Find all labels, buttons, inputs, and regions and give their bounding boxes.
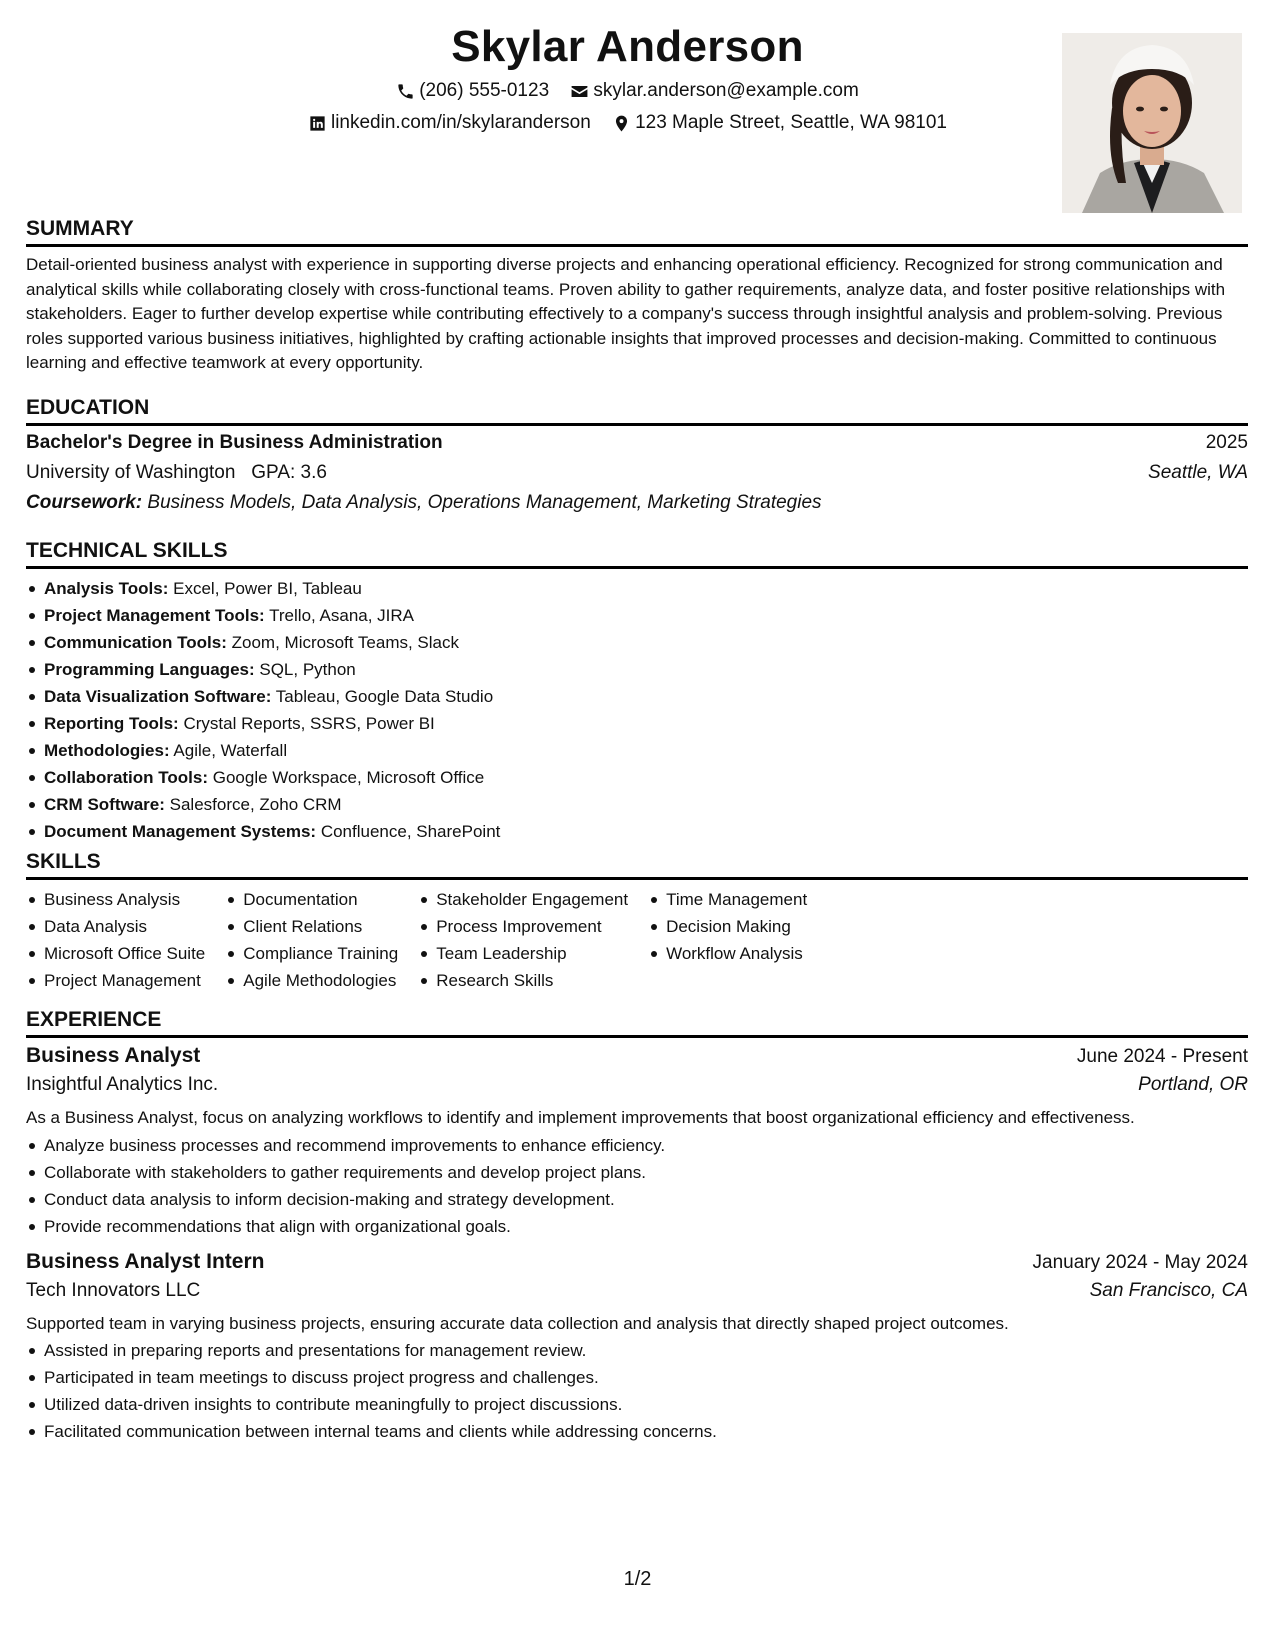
- skill-item: Time Management: [666, 886, 807, 913]
- coursework-line: [26, 492, 1248, 522]
- technical-skill-item: [44, 710, 1248, 737]
- technical-skill-item: [44, 791, 1248, 818]
- skill-item: Process Improvement: [436, 913, 628, 940]
- coursework-list: Business Models, Data Analysis, Operations Management, Marketing Strategies: [147, 492, 822, 513]
- skill-item: Business Analysis: [44, 886, 205, 913]
- linkedin-contact[interactable]: [308, 112, 591, 134]
- job-location: Portland, OR: [1138, 1074, 1248, 1095]
- candidate-name: Skylar Anderson: [451, 22, 804, 71]
- skills-columns: [26, 886, 1248, 994]
- skill-item: Agile Methodologies: [243, 967, 398, 994]
- technical-skill-label: Communication Tools:: [44, 633, 227, 652]
- job-location: San Francisco, CA: [1089, 1279, 1248, 1301]
- technical-skill-item: [44, 764, 1248, 791]
- job-bullet: Facilitated communication between internal teams and clients while addressing concerns.: [44, 1418, 1248, 1445]
- technical-skill-item: [44, 629, 1248, 656]
- graduation-year: 2025: [1205, 432, 1248, 453]
- experience-section: [26, 1006, 1248, 1455]
- technical-skill-label: Programming Languages:: [44, 660, 255, 679]
- address-contact: [612, 112, 947, 134]
- skill-item: Research Skills: [436, 967, 628, 994]
- job-bullet: Analyze business processes and recommend improvements to enhance efficiency.: [44, 1132, 1248, 1159]
- page-number: 1/2: [623, 1568, 652, 1590]
- skill-item: Data Analysis: [44, 913, 205, 940]
- job-dates: June 2024 - Present: [1076, 1046, 1248, 1067]
- skills-section: [26, 848, 1248, 994]
- job-bullet: Provide recommendations that align with organizational goals.: [44, 1213, 1248, 1240]
- summary-section: [26, 215, 1248, 376]
- skills-column: [26, 886, 205, 994]
- job-entry: [26, 1044, 1248, 1240]
- technical-skill-value: Zoom, Microsoft Teams, Slack: [231, 633, 459, 652]
- skill-item: Stakeholder Engagement: [436, 886, 628, 913]
- technical-skill-value: Agile, Waterfall: [173, 741, 288, 760]
- phone-text: (206) 555-0123: [419, 80, 550, 101]
- technical-skill-label: Collaboration Tools:: [44, 768, 209, 787]
- technical-skill-label: Data Visualization Software:: [44, 687, 272, 706]
- school-line: [26, 462, 327, 484]
- technical-skill-item: [44, 683, 1248, 710]
- technical-skill-value: SQL, Python: [259, 660, 356, 679]
- job-bullet: Conduct data analysis to inform decision-making and strategy development.: [44, 1186, 1248, 1213]
- phone-contact[interactable]: [396, 80, 549, 102]
- skill-item: Project Management: [44, 967, 205, 994]
- technical-skill-value: Excel, Power BI, Tableau: [173, 579, 362, 598]
- company-name: Tech Innovators LLC: [26, 1279, 201, 1301]
- skill-item: Team Leadership: [436, 940, 628, 967]
- technical-skill-label: Document Management Systems:: [44, 822, 317, 841]
- company-name: Insightful Analytics Inc.: [26, 1074, 219, 1095]
- skill-item: Documentation: [243, 886, 398, 913]
- skills-column: [648, 886, 807, 994]
- job-dates: January 2024 - May 2024: [1032, 1251, 1248, 1273]
- skill-item: Client Relations: [243, 913, 398, 940]
- technical-skill-value: Google Workspace, Microsoft Office: [212, 768, 485, 787]
- skill-item: Microsoft Office Suite: [44, 940, 205, 967]
- job-title: Business Analyst: [26, 1044, 201, 1067]
- job-description: Supported team in varying business projects, ensuring accurate data collection and analysis that directly shaped project outcomes.: [26, 1313, 1009, 1333]
- technical-skills-heading: TECHNICAL SKILLS: [26, 537, 1248, 569]
- map-pin-icon: [612, 114, 631, 133]
- skills-heading: SKILLS: [26, 848, 1248, 880]
- job-description: As a Business Analyst, focus on analyzing workflows to identify and implement improvements that boost organizational efficiency and effectiveness.: [26, 1108, 1135, 1127]
- skill-item: Workflow Analysis: [666, 940, 807, 967]
- technical-skill-value: Salesforce, Zoho CRM: [169, 795, 342, 814]
- technical-skills-section: [26, 537, 1248, 845]
- technical-skill-label: Reporting Tools:: [44, 714, 179, 733]
- school-location: Seattle, WA: [1148, 462, 1248, 483]
- job-title: Business Analyst Intern: [26, 1249, 265, 1273]
- technical-skill-label: Analysis Tools:: [44, 579, 169, 598]
- address-text: 123 Maple Street, Seattle, WA 98101: [635, 112, 947, 133]
- summary-text: Detail-oriented business analyst with experience in supporting diverse projects and enhancing operational efficiency. Recognized for strong communication and analytical skills while collaborating closely with cross-functional teams. Proven ability to gather requirements, analyze data, and foster positive relationships with stakeholders. Eager to further develop expertise while contributing effectively to a company's success through insightful analysis and problem-solving. Previous roles supported various business initiatives, highlighted by crafting actionable insights that improved processes and decision-making. Committed to continuous learning and effective teamwork at every opportunity.: [26, 255, 1226, 372]
- technical-skill-item: [44, 575, 1248, 602]
- technical-skill-item: [44, 737, 1248, 764]
- technical-skill-label: Methodologies:: [44, 741, 170, 760]
- job-bullet: Participated in team meetings to discuss project progress and challenges.: [44, 1364, 1248, 1391]
- technical-skill-value: Tableau, Google Data Studio: [275, 687, 494, 706]
- coursework-label: Coursework:: [26, 492, 143, 513]
- envelope-icon: [570, 82, 589, 101]
- experience-heading: EXPERIENCE: [26, 1006, 1248, 1038]
- email-contact[interactable]: [570, 80, 858, 102]
- linkedin-text: linkedin.com/in/skylaranderson: [330, 112, 591, 133]
- skill-item: Compliance Training: [243, 940, 398, 967]
- phone-icon: [396, 82, 415, 101]
- job-bullets: [26, 1132, 1248, 1240]
- job-bullets: [26, 1337, 1248, 1445]
- technical-skill-item: [44, 818, 1248, 845]
- profile-photo: [1062, 33, 1242, 213]
- technical-skill-item: [44, 656, 1248, 683]
- technical-skill-label: Project Management Tools:: [44, 606, 265, 625]
- technical-skill-value: Trello, Asana, JIRA: [269, 606, 415, 625]
- technical-skill-label: CRM Software:: [44, 795, 165, 814]
- skill-item: Decision Making: [666, 913, 807, 940]
- experience-list: [26, 1044, 1248, 1445]
- degree-title: Bachelor's Degree in Business Administration: [26, 432, 443, 453]
- skills-column: [418, 886, 628, 994]
- education-heading: EDUCATION: [26, 394, 1248, 426]
- education-section: [26, 394, 1248, 522]
- job-entry: [26, 1250, 1248, 1446]
- technical-skill-value: Confluence, SharePoint: [320, 822, 501, 841]
- email-text: skylar.anderson@example.com: [593, 80, 859, 101]
- job-bullet: Assisted in preparing reports and presentations for management review.: [44, 1337, 1248, 1364]
- job-bullet: Collaborate with stakeholders to gather requirements and develop project plans.: [44, 1159, 1248, 1186]
- gpa: GPA: 3.6: [251, 462, 327, 483]
- skills-column: [225, 886, 398, 994]
- technical-skill-value: Crystal Reports, SSRS, Power BI: [183, 714, 435, 733]
- school-name: University of Washington: [26, 462, 236, 483]
- technical-skill-item: [44, 602, 1248, 629]
- linkedin-icon: [308, 114, 327, 133]
- technical-skills-list: [26, 575, 1248, 845]
- job-bullet: Utilized data-driven insights to contribute meaningfully to project discussions.: [44, 1391, 1248, 1418]
- summary-heading: SUMMARY: [26, 215, 1248, 247]
